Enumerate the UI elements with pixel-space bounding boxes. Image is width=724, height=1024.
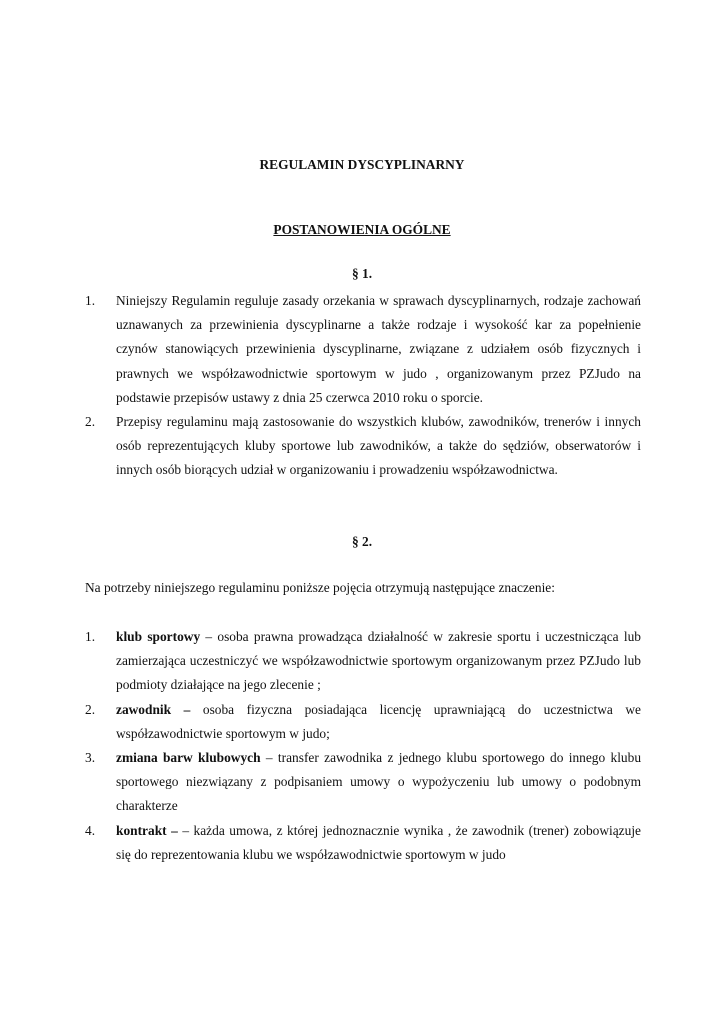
paragraph-heading-2: § 2. — [351, 534, 373, 549]
item-number: 3. — [85, 750, 96, 766]
section-title: POSTANOWIENIA OGÓLNE — [273, 222, 451, 237]
list-item — [85, 410, 641, 483]
definition-text: osoba fizyczna posiadająca licencję uprawniającą do uczestnictwa we współzawodnictwie sportowym w judo; — [116, 701, 642, 741]
definition-item — [85, 746, 641, 819]
item-text: Niniejszy Regulamin reguluje zasady orzekania w sprawach dyscyplinarnych, rodzaje zachowań uznawanych za przewinienia dyscyplinarne a także rodzaje i wysokość kar za popełnienie czynów stanowiących przewinienia dyscyplinarne, związane z udziałem osób fizycznych i prawnych we współzawodnictwie sportowym w judo , organizowanym przez PZJudo na podstawie przepisów ustawy z dnia 25 czerwca 2010 roku o sporcie. — [116, 293, 641, 405]
paragraph-heading-1: § 1. — [351, 266, 373, 281]
item-number: 2. — [85, 414, 96, 430]
item-number: 1. — [85, 293, 96, 308]
item-number: 1. — [85, 629, 96, 644]
paragraph-1-list — [85, 289, 641, 483]
definition-text: – każda umowa, z której jednoznacznie wynika , że zawodnik (trener) zobowiązuje się do reprezentowania klubu we współzawodnictwie sportowym w judo — [116, 822, 641, 862]
item-text: Przepisy regulaminu mają zastosowanie do wszystkich klubów, zawodników, trenerów i innych osób reprezentujących kluby sportowe lub zawodników, a także do sędziów, obserwatorów i innych osób biorących udział w organizowaniu i prowadzeniu współzawodnictwa. — [116, 414, 641, 478]
item-number: 4. — [85, 822, 96, 838]
definition-item — [85, 625, 641, 698]
definition-item — [85, 819, 641, 867]
definition-term: klub sportowy — [116, 629, 201, 644]
definitions-intro: Na potrzeby niniejszego regulaminu poniższe pojęcia otrzymują następujące znaczenie: — [85, 580, 555, 595]
definition-term: kontrakt – — [116, 822, 178, 838]
definition-text: – transfer zawodnika z jednego klubu sportowego do innego klubu sportowego niezwiązany z podpisaniem umowy o wypożyczeniu lub umowy o podobnym charakterze — [116, 750, 642, 814]
definition-text: – osoba prawna prowadząca działalność w zakresie sportu i uczestnicząca lub zamierzająca uczestniczyć we współzawodnictwie sportowym organizowanym przez PZJudo lub podmioty działające na jego zlecenie ; — [116, 629, 641, 693]
definition-item — [85, 698, 641, 746]
definitions-list — [85, 625, 641, 867]
definition-term: zawodnik – — [116, 701, 191, 717]
list-item — [85, 289, 641, 410]
definition-term: zmiana barw klubowych — [116, 750, 261, 766]
document-title: REGULAMIN DYSCYPLINARNY — [259, 157, 465, 172]
item-number: 2. — [85, 701, 96, 717]
